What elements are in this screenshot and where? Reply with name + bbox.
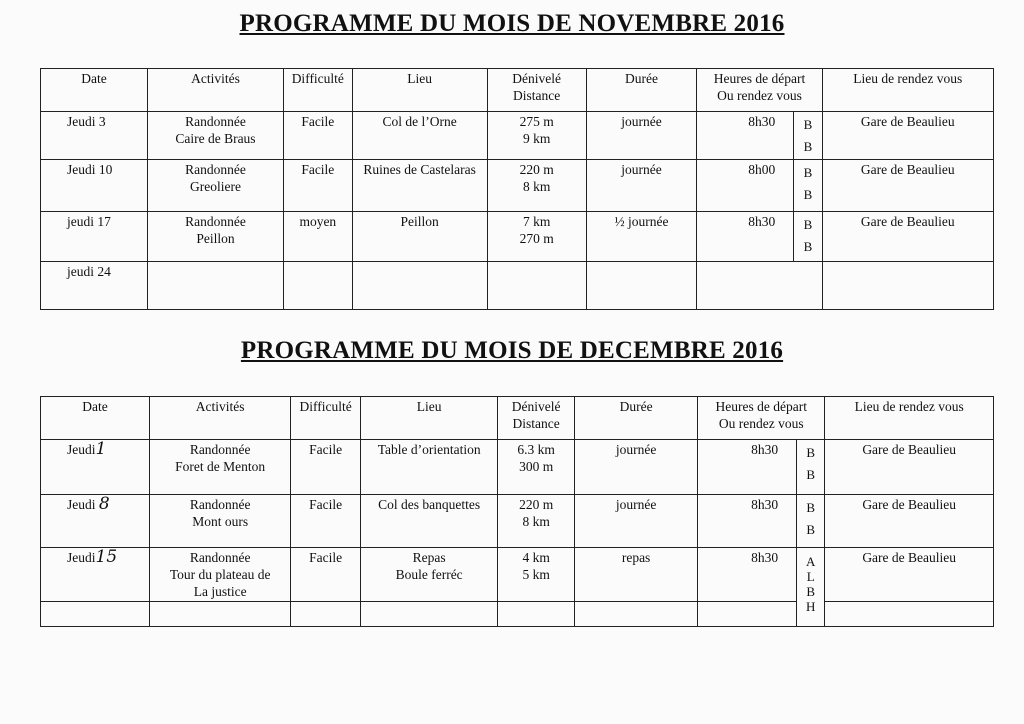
- header-lieu: Lieu: [361, 397, 498, 440]
- header-date: Date: [41, 69, 148, 112]
- cell-difficulte: Facile: [284, 112, 353, 160]
- cell-code: B B: [794, 212, 822, 262]
- header-lieu: Lieu: [352, 69, 487, 112]
- table-row: [41, 212, 994, 262]
- cell-distance: 220 m 8 km: [487, 160, 586, 212]
- cell-duree: journée: [586, 160, 697, 212]
- cell-heure: 8h30: [697, 212, 794, 262]
- cell-difficulte: Facile: [284, 160, 353, 212]
- cell-code: B B: [797, 440, 825, 495]
- cell-heure: 8h00: [697, 160, 794, 212]
- header-duree: Durée: [575, 397, 698, 440]
- cell-distance: 7 km 270 m: [487, 212, 586, 262]
- cell-heure: 8h30: [698, 548, 797, 602]
- cell-date: Jeudi 10: [41, 160, 148, 212]
- cell-difficulte: Facile: [291, 548, 361, 602]
- cell-date: Jeudi 3: [41, 112, 148, 160]
- handwritten-day: 15: [95, 547, 118, 567]
- cell-duree: journée: [586, 112, 697, 160]
- header-duree: Durée: [586, 69, 697, 112]
- december-table: [40, 396, 994, 627]
- header-rdv: Lieu de rendez vous: [825, 397, 994, 440]
- november-title: PROGRAMME DU MOIS DE NOVEMBRE 2016: [239, 10, 785, 37]
- table-row: [41, 262, 994, 310]
- cell-rdv: Gare de Beaulieu: [822, 112, 993, 160]
- header-heures: Heures de départ Ou rendez vous: [698, 397, 825, 440]
- table-header-row: [41, 397, 994, 440]
- cell-distance: 4 km 5 km: [498, 548, 575, 602]
- header-activites: Activités: [150, 397, 291, 440]
- cell-rdv: Gare de Beaulieu: [822, 212, 993, 262]
- cell-rdv: Gare de Beaulieu: [825, 548, 994, 602]
- table-row: [41, 112, 994, 160]
- cell-activite: Randonnée Peillon: [147, 212, 283, 262]
- table-header-row: [41, 69, 994, 112]
- cell-heure: 8h30: [698, 440, 797, 495]
- cell-code: B B: [797, 495, 825, 548]
- cell-rdv: Gare de Beaulieu: [825, 440, 994, 495]
- cell-activite: Randonnée Tour du plateau de La justice: [150, 548, 291, 602]
- header-heures: Heures de départ Ou rendez vous: [697, 69, 822, 112]
- table-row: [41, 548, 994, 602]
- table-row: [41, 160, 994, 212]
- cell-rdv: Gare de Beaulieu: [822, 160, 993, 212]
- cell-lieu: Col de l’Orne: [352, 112, 487, 160]
- cell-date: jeudi 24: [41, 262, 148, 310]
- cell-lieu: Ruines de Castelaras: [352, 160, 487, 212]
- cell-difficulte: Facile: [291, 440, 361, 495]
- cell-lieu: Repas Boule ferréc: [361, 548, 498, 602]
- table-row: [41, 495, 994, 548]
- cell-duree: journée: [575, 440, 698, 495]
- cell-distance: 6.3 km 300 m: [498, 440, 575, 495]
- header-denivele: Dénivelé Distance: [498, 397, 575, 440]
- header-date: Date: [41, 397, 150, 440]
- cell-difficulte: Facile: [291, 495, 361, 548]
- cell-lieu: Col des banquettes: [361, 495, 498, 548]
- cell-activite: Randonnée Foret de Menton: [150, 440, 291, 495]
- header-denivele: Dénivelé Distance: [487, 69, 586, 112]
- cell-duree: journée: [575, 495, 698, 548]
- cell-code: A L B H: [797, 548, 825, 627]
- header-difficulte: Difficulté: [291, 397, 361, 440]
- cell-heure: 8h30: [698, 495, 797, 548]
- table-row: [41, 602, 994, 627]
- cell-lieu: Peillon: [352, 212, 487, 262]
- cell-date: Jeudi1: [41, 440, 150, 495]
- cell-code: B B: [794, 160, 822, 212]
- header-rdv: Lieu de rendez vous: [822, 69, 993, 112]
- cell-duree: ½ journée: [586, 212, 697, 262]
- header-activites: Activités: [147, 69, 283, 112]
- cell-activite: Randonnée Greoliere: [147, 160, 283, 212]
- november-table: [40, 68, 994, 310]
- december-title: PROGRAMME DU MOIS DE DECEMBRE 2016: [240, 337, 784, 364]
- cell-date: Jeudi15: [41, 548, 150, 602]
- cell-activite: Randonnée Mont ours: [150, 495, 291, 548]
- handwritten-day: 8: [98, 494, 110, 514]
- cell-date: jeudi 17: [41, 212, 148, 262]
- cell-distance: 275 m 9 km: [487, 112, 586, 160]
- cell-heure: 8h30: [697, 112, 794, 160]
- cell-code: B B: [794, 112, 822, 160]
- cell-distance: 220 m 8 km: [498, 495, 575, 548]
- cell-difficulte: moyen: [284, 212, 353, 262]
- header-difficulte: Difficulté: [284, 69, 353, 112]
- cell-duree: repas: [575, 548, 698, 602]
- cell-lieu: Table d’orientation: [361, 440, 498, 495]
- cell-activite: Randonnée Caire de Braus: [147, 112, 283, 160]
- handwritten-day: 1: [95, 439, 107, 459]
- cell-date: Jeudi 8: [41, 495, 150, 548]
- cell-rdv: Gare de Beaulieu: [825, 495, 994, 548]
- table-row: [41, 440, 994, 495]
